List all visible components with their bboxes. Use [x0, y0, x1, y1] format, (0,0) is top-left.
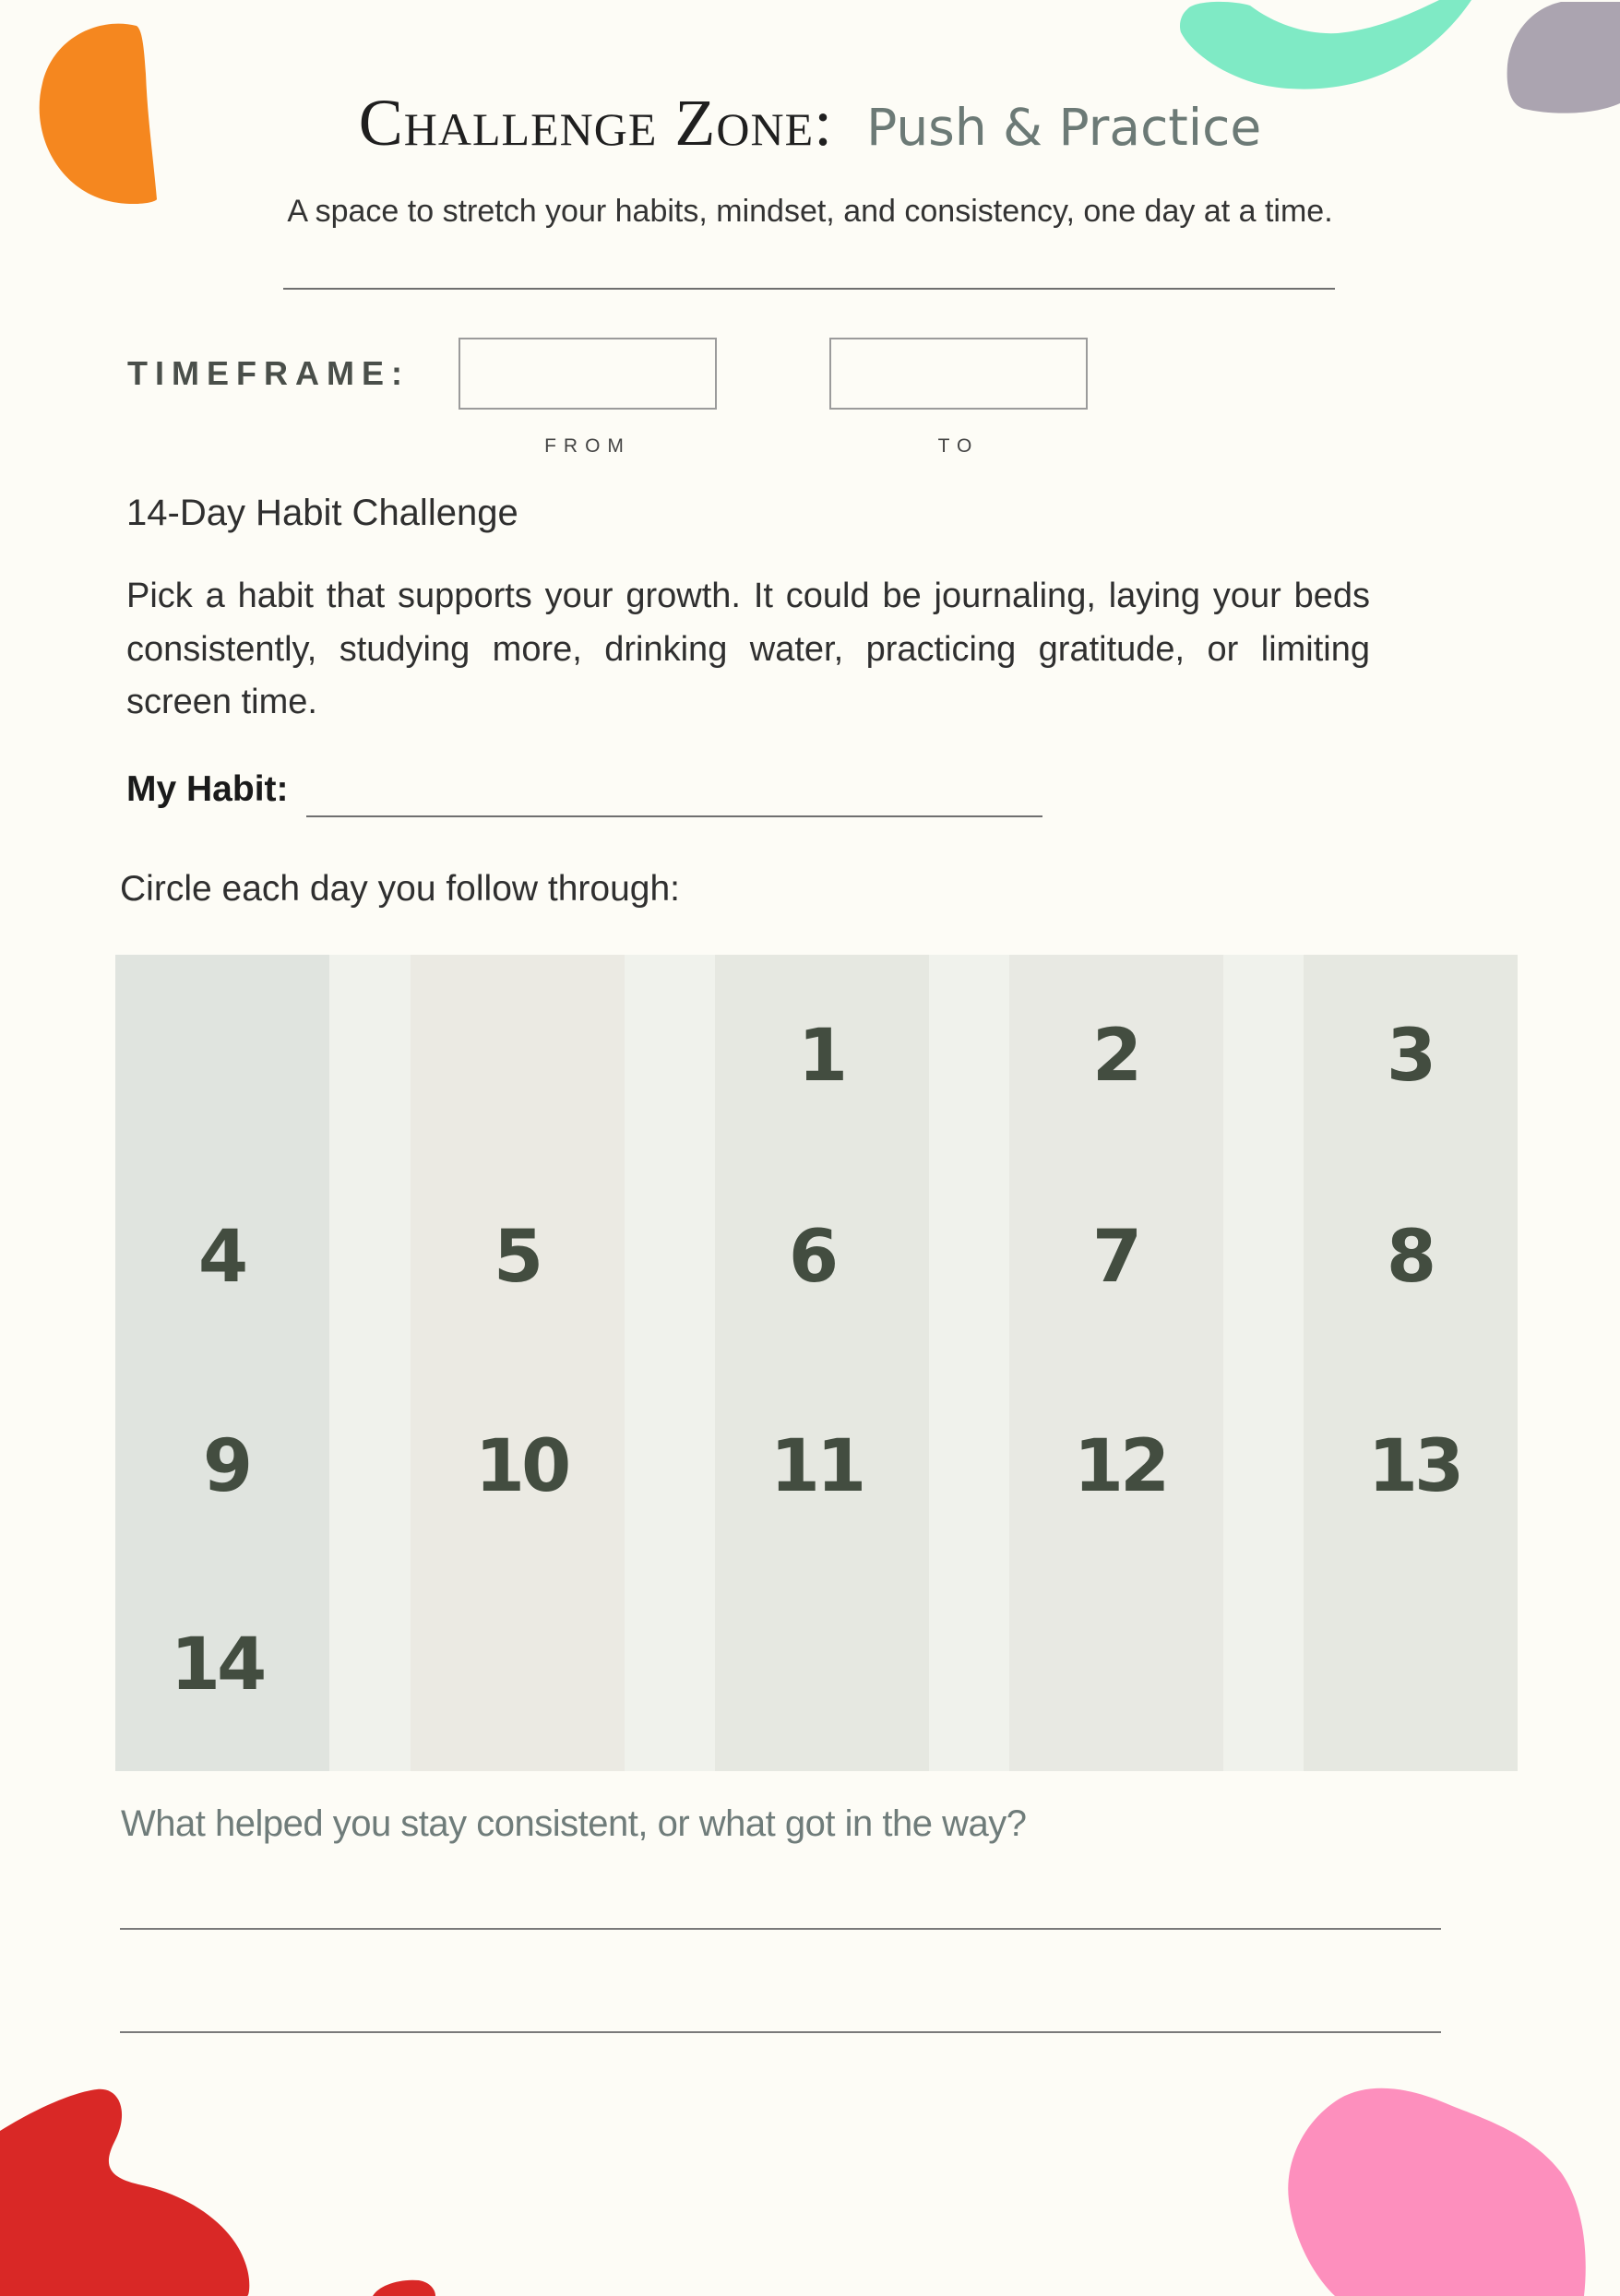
tracker-prompt: Circle each day you follow through: — [120, 869, 680, 909]
title-main: Challenge Zone: — [358, 86, 834, 160]
header-divider — [283, 288, 1335, 290]
challenge-title: 14-Day Habit Challenge — [126, 493, 518, 533]
day-12[interactable]: 12 — [1073, 1425, 1167, 1508]
day-14[interactable]: 14 — [170, 1624, 264, 1707]
red-blob-small-decoration — [371, 2278, 437, 2296]
timeframe-to-field[interactable] — [829, 338, 1088, 410]
day-3[interactable]: 3 — [1386, 1015, 1434, 1098]
day-2[interactable]: 2 — [1091, 1015, 1139, 1098]
reflection-answer-line-1[interactable] — [120, 1928, 1441, 1930]
day-11[interactable]: 11 — [769, 1425, 864, 1508]
page-title — [0, 85, 1620, 161]
day-5[interactable]: 5 — [493, 1216, 541, 1299]
my-habit-label: My Habit: — [126, 769, 289, 809]
reflection-answer-line-2[interactable] — [120, 2031, 1441, 2033]
my-habit-input[interactable] — [306, 766, 1042, 817]
timeframe-label: TIMEFRAME: — [127, 354, 410, 392]
challenge-description: Pick a habit that supports your growth. It could be journaling, laying your beds consistently, studying more, drinking water, practicing gratitude, or limiting screen time. — [126, 577, 1370, 721]
timeframe-from-field[interactable] — [459, 338, 717, 410]
day-1[interactable]: 1 — [797, 1015, 845, 1098]
from-caption: FROM — [544, 435, 631, 457]
tracker-column-2 — [411, 955, 625, 1771]
day-7[interactable]: 7 — [1091, 1216, 1139, 1299]
to-caption: TO — [937, 435, 980, 457]
mint-arc-decoration — [1176, 0, 1471, 97]
day-9[interactable]: 9 — [202, 1425, 250, 1508]
day-13[interactable]: 13 — [1367, 1425, 1461, 1508]
reflection-question: What helped you stay consistent, or what got in the way? — [121, 1803, 1027, 1844]
red-blob-decoration — [0, 2085, 254, 2296]
pink-blob-decoration — [1284, 2080, 1589, 2296]
title-accent: Push & Practice — [866, 98, 1262, 157]
day-4[interactable]: 4 — [197, 1216, 245, 1299]
day-10[interactable]: 10 — [474, 1425, 568, 1508]
day-6[interactable]: 6 — [788, 1216, 836, 1299]
day-8[interactable]: 8 — [1386, 1216, 1434, 1299]
page-subtitle: A space to stretch your habits, mindset, and consistency, one day at a time. — [287, 194, 1333, 229]
